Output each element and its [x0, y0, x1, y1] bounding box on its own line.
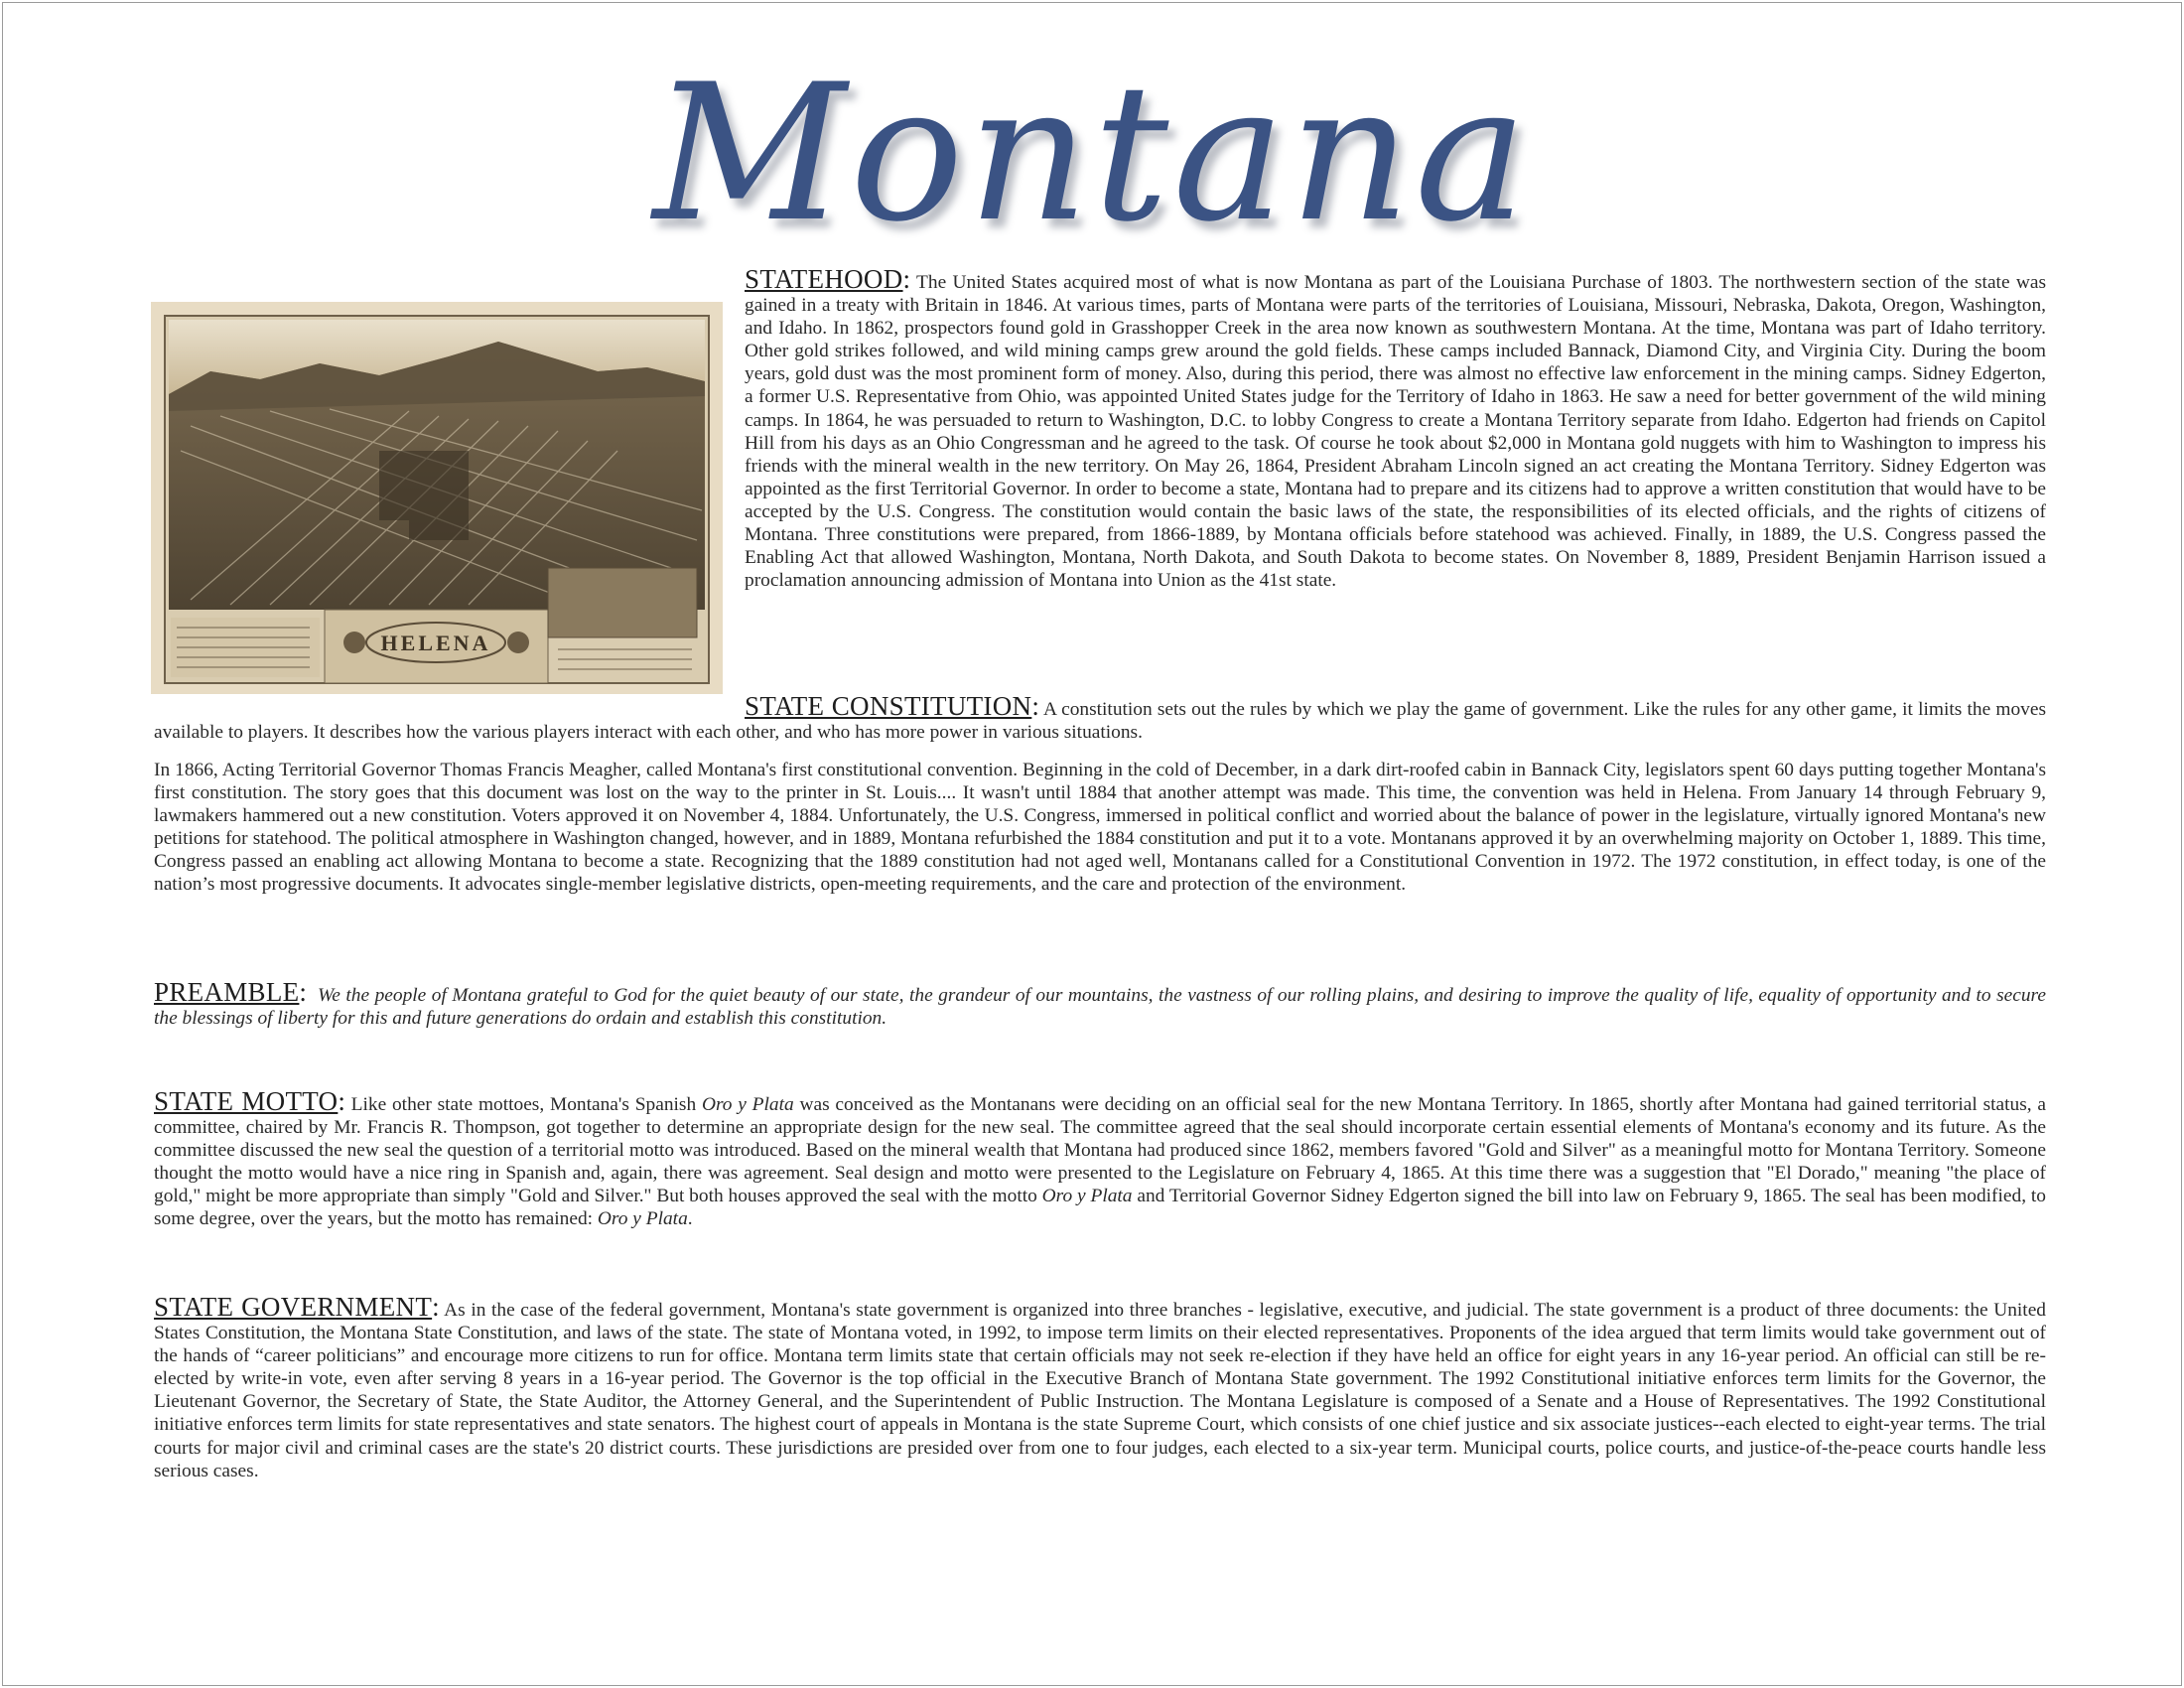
- state-government-text: As in the case of the federal government, Montana's state government is organized into three branches - legislative, executive, and judicial. The state government is a product of three documents: the United States Constitution, the Montana State Constitution, and laws of the state. The state of Montana voted, in 1992, to impose term limits on their elected representatives. Proponents of the idea argued that term limits would take government out of the hands of “career politicians” and encourage more citizens to run for office. Montana term limits state that certain officials may not seek re-election if they have held an office for eight years in any 16-year period. An official can still be re-elected by write-in vote, even after serving 8 years in a 16-year period. The Governor is the top official in the Executive Branch of Montana State government. The 1992 Constitutional initiative enforces term limits for the Governor, the Lieutenant Governor, the Secretary of State, the State Auditor, the Attorney General, and the Superintendent of Public Instruction. The Montana Legislature is composed of a Senate and a House of Representatives. The 1992 Constitutional initiative enforces term limits for state representatives and state senators. The highest court of appeals in Montana is the state Supreme Court, which consists of one chief justice and six associate justices--each elected to eight-year terms. The trial courts for major civil and criminal cases are the state's 20 district courts. These jurisdictions are presided over from one to four judges, each elected to a six-year term. Municipal courts, police courts, and justice-of-the-peace courts handle less serious cases.: [154, 1300, 2046, 1481]
- motto-text-3: and Territorial Governor Sidney Edgerton signed the bill into law on February 9, 1865. The seal has been modified, to some degree, over the years, but the motto has remained:: [154, 1186, 2046, 1230]
- preamble-section: PREAMBLE: We the people of Montana grateful to God for the quiet beauty of our state, the grandeur of our mountains, the vastness of our rolling plains, and desiring to improve the quality of life, equality of opportunity and to secure the blessings of liberty for this and future generations do ordain and establish this constitution.: [154, 977, 2046, 1030]
- motto-text-2: was conceived as the Montanans were deciding on an official seal for the new Montana Territory. In 1865, shortly after Montana had gained territorial status, a committee, chaired by Mr. Francis R. Thompson, got together to determine an appropriate design for the new seal. The committee agreed that the seal should incorporate certain essential elements of Montana's economy and its future. As the committee discussed the new seal the question of a territorial motto was introduced. Based on the mineral wealth that Montana had produced since 1862, members favored "Gold and Silver" as a meaningful motto for Montana Territory. Someone thought the motto would have a nice ring in Spanish and, again, there was agreement. Seal design and motto were presented to the Legislature on February 4, 1865. At this time there was a suggestion that "El Dorado," meaning "the place of gold," might be more appropriate than simply "Gold and Silver." But both houses approved the seal with the motto: [154, 1094, 2046, 1207]
- motto-phrase-2: Oro y Plata: [1041, 1186, 1133, 1207]
- state-motto-section: STATE MOTTO: Like other state mottoes, Montana's Spanish Oro y Plata was conceived as the Montanans were deciding on an official seal for the new Montana Territory. In 1865, shortly after Montana had gained territorial status, a committee, chaired by Mr. Francis R. Thompson, got together to determine an appropriate design for the new seal. The committee agreed that the seal should incorporate certain essential elements of Montana's economy and its future. As the committee discussed the new seal the question of a territorial motto was introduced. Based on the mineral wealth that Montana had produced since 1862, members favored "Gold and Silver" as a meaningful motto for Montana Territory. Someone thought the motto would have a nice ring in Spanish and, again, there was agreement. Seal design and motto were presented to the Legislature on February 4, 1865. At this time there was a suggestion that "El Dorado," meaning "the place of gold," might be more appropriate than simply "Gold and Silver." But both houses approved the seal with the motto Oro y Plata and Territorial Governor Sidney Edgerton signed the bill into law on February 9, 1865. The seal has been modified, to some degree, over the years, but the motto has remained: Oro y Plata.: [154, 1086, 2046, 1230]
- state-constitution-intro: A constitution sets out the rules by which we play the game of government. Like the rules for any other game, it limits the moves available to players. It describes how the various players interact with each other, and who has more power in various situations.: [154, 699, 2047, 744]
- statehood-section: STATEHOOD: The United States acquired most of what is now Montana as part of the Louisiana Purchase of 1803. The northwestern section of the state was gained in a treaty with Britain in 1846. At various times, parts of Montana were parts of the territories of Louisiana, Missouri, Nebraska, Dakota, Oregon, Washington, and Idaho. In 1862, prospectors found gold in Grasshopper Creek in the area now known as southwestern Montana. At the time, Montana was part of Idaho territory. Other gold strikes followed, and wild mining camps grew around the gold fields. These camps included Bannack, Diamond City, and Virginia City. During the boom years, gold dust was the most prominent form of money. Also, during this period, there was almost no effective law enforcement in the mining camps. Sidney Edgerton, a former U.S. Representative from Ohio, was appointed United States judge for the Territory of Idaho in 1863. He saw a need for better government of the wild mining camps. In 1864, he was persuaded to return to Washington, D.C. to lobby Congress to create a Montana Territory separate from Idaho. Edgerton had friends on Capitol Hill from his days as an Ohio Congressman and he agreed to the task. Of course he took about $2,000 in Montana gold nuggets with him to Washington to impress his friends with the mineral wealth in the new territory. On May 26, 1864, President Abraham Lincoln signed an act creating the Montana Territory. Sidney Edgerton was appointed as the first Territorial Governor. In order to become a state, Montana had to prepare and its citizens had to approve a written constitution that would have to be accepted by the U.S. Congress. The constitution would contain the basic laws of the state, the responsibilities of its elected officials, and the rights of citizens of Montana. Three constitutions were prepared, from 1866-1889, by Montana officials before statehood was achieved. Finally, in 1889, the U.S. Congress passed the Enabling Act that allowed Washington, Montana, North Dakota, and South Dakota to become states. On November 8, 1889, President Benjamin Harrison issued a proclamation announcing admission of Montana into Union as the 41st state.: [745, 264, 2047, 592]
- map-caption: HELENA: [380, 631, 491, 655]
- helena-bird-eye-map-image: [151, 302, 723, 694]
- motto-text-1: Like other state mottoes, Montana's Spanish: [350, 1094, 702, 1115]
- state-constitution-section: STATE CONSTITUTION: A constitution sets out the rules by which we play the game of government. Like the rules for any other game, it limits the moves available to players. It describes how the various players interact with each other, and who has more power in various situations.: [154, 691, 2047, 744]
- motto-text-4: .: [687, 1208, 693, 1230]
- page-title: Montana: [652, 44, 1532, 263]
- statehood-heading: STATEHOOD: [745, 264, 903, 294]
- state-constitution-body: In 1866, Acting Territorial Governor Thomas Francis Meagher, called Montana's first constitutional convention. Beginning in the cold of December, in a dark dirt-roofed cabin in Bannack City, legislators spent 60 days putting together Montana's first constitution. The story goes that this document was lost on the way to the printer in St. Louis.... It wasn't until 1884 that another attempt was made. This time, the convention was held in Helena. From January 14 through February 9, lawmakers hammered out a new constitution. Voters approved it on November 4, 1884. Unfortunately, the U.S. Congress, immersed in political conflict and worried about the balance of power in the legislature, virtually ignored Montana's new petitions for statehood. The political atmosphere in Washington changed, however, and in 1889, Montana refurbished the 1884 constitution and put it to a vote. Montanans approved it by an overwhelming majority on October 1, 1889. This time, Congress passed an enabling act allowing Montana to become a state. Recognizing that the 1889 constitution had not aged well, Montanans called for a Constitutional Convention in 1972. The 1972 constitution, in effect today, is one of the nation’s most progressive documents. It advocates single-member legislative districts, open-meeting requirements, and the care and protection of the environment.: [154, 760, 2046, 896]
- state-government-heading: STATE GOVERNMENT: [154, 1292, 433, 1322]
- state-constitution-heading: STATE CONSTITUTION: [745, 691, 1032, 721]
- state-motto-heading: STATE MOTTO: [154, 1086, 339, 1116]
- preamble-text: We the people of Montana grateful to God for the quiet beauty of our state, the grandeur of our mountains, the vastness of our rolling plains, and desiring to improve the quality of life, equality of opportunity and to secure the blessings of liberty for this and future generations do ordain and establish this constitution.: [154, 985, 2046, 1030]
- statehood-text: The United States acquired most of what is now Montana as part of the Louisiana Purchase of 1803. The northwestern section of the state was gained in a treaty with Britain in 1846. At various times, parts of Montana were parts of the territories of Louisiana, Missouri, Nebraska, Dakota, Oregon, Washington, and Idaho. In 1862, prospectors found gold in Grasshopper Creek in the area now known as southwestern Montana. At the time, Montana was part of Idaho territory. Other gold strikes followed, and wild mining camps grew around the gold fields. These camps included Bannack, Diamond City, and Virginia City. During the boom years, gold dust was the most prominent form of money. Also, during this period, there was almost no effective law enforcement in the mining camps. Sidney Edgerton, a former U.S. Representative from Ohio, was appointed United States judge for the Territory of Idaho in 1863. He saw a need for better government of the wild mining camps. In 1864, he was persuaded to return to Washington, D.C. to lobby Congress to create a Montana Territory separate from Idaho. Edgerton had friends on Capitol Hill from his days as an Ohio Congressman and he agreed to the task. Of course he took about $2,000 in Montana gold nuggets with him to Washington to impress his friends with the mineral wealth in the new territory. On May 26, 1864, President Abraham Lincoln signed an act creating the Montana Territory. Sidney Edgerton was appointed as the first Territorial Governor. In order to become a state, Montana had to prepare and its citizens had to approve a written constitution that would have to be accepted by the U.S. Congress. The constitution would contain the basic laws of the state, the responsibilities of its elected officials, and the rights of citizens of Montana. Three constitutions were prepared, from 1866-1889, by Montana officials before statehood was achieved. Finally, in 1889, the U.S. Congress passed the Enabling Act that allowed Washington, Montana, North Dakota, and South Dakota to become states. On November 8, 1889, President Benjamin Harrison issued a proclamation announcing admission of Montana into Union as the 41st state.: [745, 272, 2047, 592]
- motto-phrase-3: Oro y Plata: [597, 1208, 688, 1230]
- preamble-heading: PREAMBLE: [154, 977, 300, 1007]
- motto-phrase-1: Oro y Plata: [701, 1094, 794, 1115]
- state-government-section: STATE GOVERNMENT: As in the case of the federal government, Montana's state government is organized into three branches - legislative, executive, and judicial. The state government is a product of three documents: the United States Constitution, the Montana State Constitution, and laws of the state. The state of Montana voted, in 1992, to impose term limits on their elected representatives. Proponents of the idea argued that term limits would take government out of the hands of “career politicians” and encourage more citizens to run for office. Montana term limits state that certain officials may not seek re-election if they have held an office for eight years in any 16-year period. An official can still be re-elected by write-in vote, even after serving 8 years in a 16-year period. The Governor is the top official in the Executive Branch of Montana State government. The 1992 Constitutional initiative enforces term limits for the Governor, the Lieutenant Governor, the Secretary of State, the State Auditor, the Attorney General, and the Superintendent of Public Instruction. The Montana Legislature is composed of a Senate and a House of Representatives. The 1992 Constitutional initiative enforces term limits for state representatives and state senators. The highest court of appeals in Montana is the state Supreme Court, which consists of one chief justice and six associate justices--each elected to eight-year terms. The trial courts for major civil and criminal cases are the state's 20 district courts. These jurisdictions are presided over from one to four judges, each elected to a six-year term. Municipal courts, police courts, and justice-of-the-peace courts handle less serious cases.: [154, 1292, 2046, 1481]
